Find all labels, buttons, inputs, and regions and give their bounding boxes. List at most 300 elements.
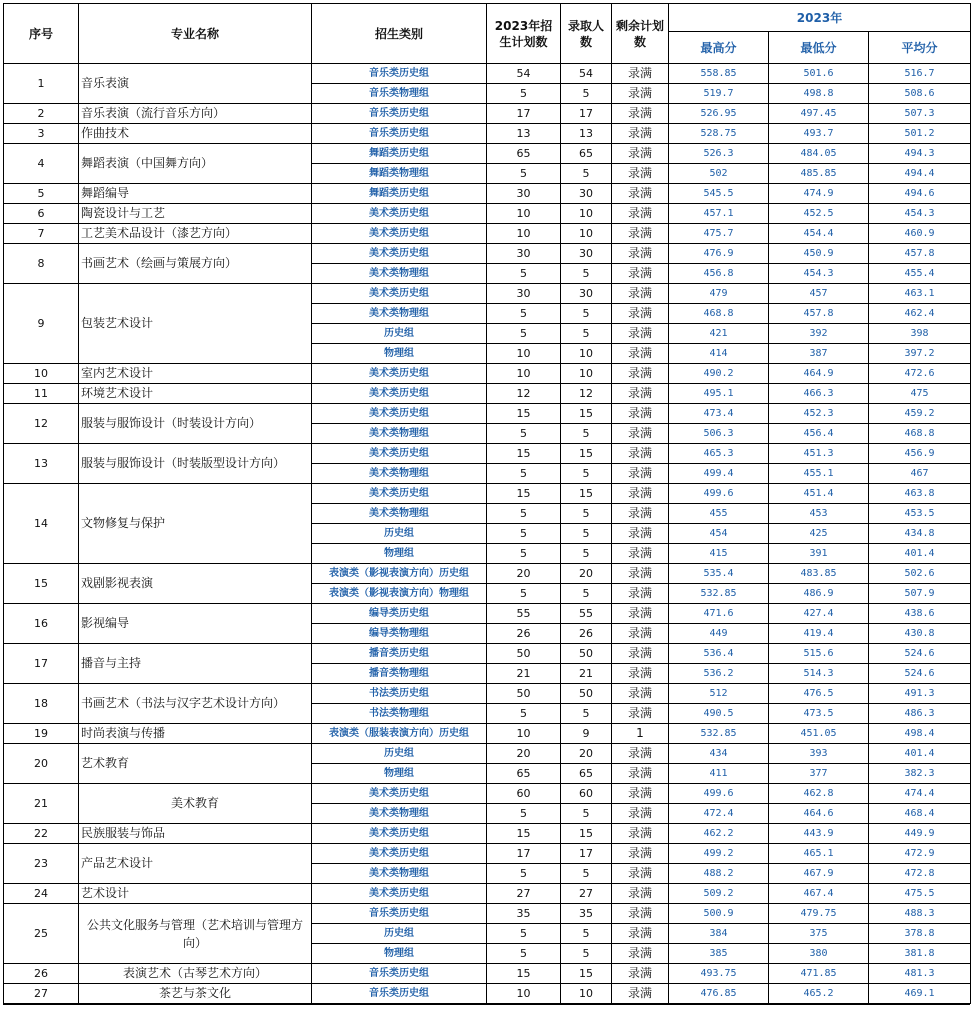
- category-cell: 美术类历史组: [312, 884, 487, 904]
- category-cell: 美术类历史组: [312, 404, 487, 424]
- remaining-cell: 录满: [612, 164, 669, 184]
- major-name-cell: 工艺美术品设计（漆艺方向）: [79, 224, 312, 244]
- header-remaining: 剩余计划数: [612, 4, 669, 64]
- category-cell: 编导类历史组: [312, 604, 487, 624]
- min-score-cell: 453: [769, 504, 869, 524]
- min-score-cell: 452.3: [769, 404, 869, 424]
- header-category: 招生类别: [312, 4, 487, 64]
- admitted-cell: 30: [561, 184, 612, 204]
- max-score-cell: 493.75: [669, 964, 769, 984]
- seq-cell: 22: [4, 824, 79, 844]
- avg-score-cell: 488.3: [869, 904, 971, 924]
- max-score-cell: 519.7: [669, 84, 769, 104]
- admitted-cell: 5: [561, 84, 612, 104]
- category-cell: 美术类历史组: [312, 484, 487, 504]
- plan-cell: 10: [487, 204, 561, 224]
- min-score-cell: 391: [769, 544, 869, 564]
- plan-cell: 5: [487, 524, 561, 544]
- min-score-cell: 493.7: [769, 124, 869, 144]
- seq-cell: 12: [4, 404, 79, 444]
- remaining-cell: 录满: [612, 324, 669, 344]
- admitted-cell: 20: [561, 744, 612, 764]
- category-cell: 美术类物理组: [312, 464, 487, 484]
- min-score-cell: 452.5: [769, 204, 869, 224]
- seq-cell: 11: [4, 384, 79, 404]
- category-cell: 音乐类历史组: [312, 64, 487, 84]
- admitted-cell: 30: [561, 244, 612, 264]
- remaining-cell: 录满: [612, 964, 669, 984]
- avg-score-cell: 401.4: [869, 744, 971, 764]
- category-cell: 历史组: [312, 324, 487, 344]
- min-score-cell: 387: [769, 344, 869, 364]
- major-name-cell: 环境艺术设计: [79, 384, 312, 404]
- plan-cell: 26: [487, 624, 561, 644]
- seq-cell: 16: [4, 604, 79, 644]
- plan-cell: 50: [487, 644, 561, 664]
- category-cell: 表演类（影视表演方向）物理组: [312, 584, 487, 604]
- seq-cell: 5: [4, 184, 79, 204]
- major-name-cell: 书画艺术（书法与汉字艺术设计方向）: [79, 684, 312, 724]
- admitted-cell: 10: [561, 224, 612, 244]
- seq-cell: 25: [4, 904, 79, 964]
- plan-cell: 5: [487, 84, 561, 104]
- min-score-cell: 465.1: [769, 844, 869, 864]
- avg-score-cell: 381.8: [869, 944, 971, 964]
- remaining-cell: 录满: [612, 844, 669, 864]
- min-score-cell: 479.75: [769, 904, 869, 924]
- seq-cell: 23: [4, 844, 79, 884]
- plan-cell: 55: [487, 604, 561, 624]
- max-score-cell: 545.5: [669, 184, 769, 204]
- table-row: [4, 604, 971, 624]
- plan-cell: 50: [487, 684, 561, 704]
- avg-score-cell: 468.8: [869, 424, 971, 444]
- min-score-cell: 467.4: [769, 884, 869, 904]
- avg-score-cell: 453.5: [869, 504, 971, 524]
- admitted-cell: 15: [561, 484, 612, 504]
- remaining-cell: 录满: [612, 304, 669, 324]
- remaining-cell: 录满: [612, 144, 669, 164]
- remaining-cell: 录满: [612, 764, 669, 784]
- category-cell: 音乐类历史组: [312, 984, 487, 1004]
- max-score-cell: 490.5: [669, 704, 769, 724]
- category-cell: 历史组: [312, 924, 487, 944]
- remaining-cell: 录满: [612, 184, 669, 204]
- avg-score-cell: 524.6: [869, 644, 971, 664]
- plan-cell: 5: [487, 464, 561, 484]
- avg-score-cell: 491.3: [869, 684, 971, 704]
- header-year-group: 2023年: [669, 4, 971, 32]
- admitted-cell: 10: [561, 364, 612, 384]
- admitted-cell: 5: [561, 424, 612, 444]
- avg-score-cell: 475.5: [869, 884, 971, 904]
- avg-score-cell: 454.3: [869, 204, 971, 224]
- admitted-cell: 65: [561, 144, 612, 164]
- min-score-cell: 471.85: [769, 964, 869, 984]
- admitted-cell: 5: [561, 324, 612, 344]
- category-cell: 舞蹈类物理组: [312, 164, 487, 184]
- avg-score-cell: 398: [869, 324, 971, 344]
- min-score-cell: 425: [769, 524, 869, 544]
- seq-cell: 6: [4, 204, 79, 224]
- max-score-cell: 499.4: [669, 464, 769, 484]
- min-score-cell: 474.9: [769, 184, 869, 204]
- table-row: [4, 104, 971, 124]
- max-score-cell: 462.2: [669, 824, 769, 844]
- remaining-cell: 录满: [612, 604, 669, 624]
- plan-cell: 5: [487, 324, 561, 344]
- min-score-cell: 451.4: [769, 484, 869, 504]
- table-row: [4, 284, 971, 304]
- max-score-cell: 471.6: [669, 604, 769, 624]
- min-score-cell: 456.4: [769, 424, 869, 444]
- table-row: [4, 964, 971, 984]
- table-row: [4, 124, 971, 144]
- max-score-cell: 476.9: [669, 244, 769, 264]
- avg-score-cell: 481.3: [869, 964, 971, 984]
- plan-cell: 54: [487, 64, 561, 84]
- remaining-cell: 录满: [612, 464, 669, 484]
- min-score-cell: 486.9: [769, 584, 869, 604]
- avg-score-cell: 449.9: [869, 824, 971, 844]
- table-row: [4, 744, 971, 764]
- admitted-cell: 5: [561, 924, 612, 944]
- max-score-cell: 499.6: [669, 484, 769, 504]
- admitted-cell: 27: [561, 884, 612, 904]
- max-score-cell: 536.2: [669, 664, 769, 684]
- table-row: [4, 684, 971, 704]
- seq-cell: 27: [4, 984, 79, 1004]
- seq-cell: 17: [4, 644, 79, 684]
- header-major: 专业名称: [79, 4, 312, 64]
- major-name-cell: 室内艺术设计: [79, 364, 312, 384]
- major-name-cell: 服装与服饰设计（时装版型设计方向）: [79, 444, 312, 484]
- table-row: [4, 984, 971, 1004]
- table-row: [4, 444, 971, 464]
- seq-cell: 1: [4, 64, 79, 104]
- avg-score-cell: 472.9: [869, 844, 971, 864]
- major-name-cell: 表演艺术（古琴艺术方向）: [79, 964, 312, 984]
- remaining-cell: 录满: [612, 684, 669, 704]
- remaining-cell: 录满: [612, 784, 669, 804]
- category-cell: 音乐类物理组: [312, 84, 487, 104]
- min-score-cell: 457: [769, 284, 869, 304]
- min-score-cell: 392: [769, 324, 869, 344]
- seq-cell: 9: [4, 284, 79, 364]
- plan-cell: 30: [487, 184, 561, 204]
- plan-cell: 30: [487, 244, 561, 264]
- admitted-cell: 5: [561, 464, 612, 484]
- plan-cell: 20: [487, 744, 561, 764]
- admitted-cell: 54: [561, 64, 612, 84]
- seq-cell: 15: [4, 564, 79, 604]
- plan-cell: 60: [487, 784, 561, 804]
- min-score-cell: 466.3: [769, 384, 869, 404]
- avg-score-cell: 434.8: [869, 524, 971, 544]
- min-score-cell: 380: [769, 944, 869, 964]
- admitted-cell: 5: [561, 544, 612, 564]
- category-cell: 美术类物理组: [312, 264, 487, 284]
- avg-score-cell: 472.8: [869, 864, 971, 884]
- seq-cell: 3: [4, 124, 79, 144]
- admitted-cell: 5: [561, 504, 612, 524]
- category-cell: 表演类（影视表演方向）历史组: [312, 564, 487, 584]
- table-row: [4, 844, 971, 864]
- admitted-cell: 5: [561, 164, 612, 184]
- major-name-cell: 艺术设计: [79, 884, 312, 904]
- table-row: [4, 784, 971, 804]
- admitted-cell: 65: [561, 764, 612, 784]
- avg-score-cell: 401.4: [869, 544, 971, 564]
- major-name-cell: 作曲技术: [79, 124, 312, 144]
- min-score-cell: 476.5: [769, 684, 869, 704]
- category-cell: 音乐类历史组: [312, 124, 487, 144]
- category-cell: 美术类物理组: [312, 804, 487, 824]
- plan-cell: 10: [487, 224, 561, 244]
- major-name-cell: 陶瓷设计与工艺: [79, 204, 312, 224]
- remaining-cell: 录满: [612, 264, 669, 284]
- category-cell: 舞蹈类历史组: [312, 184, 487, 204]
- table-row: [4, 724, 971, 744]
- admitted-cell: 30: [561, 284, 612, 304]
- table-row: [4, 824, 971, 844]
- category-cell: 书法类物理组: [312, 704, 487, 724]
- admitted-cell: 50: [561, 644, 612, 664]
- major-name-cell: 茶艺与茶文化: [79, 984, 312, 1004]
- max-score-cell: 499.2: [669, 844, 769, 864]
- min-score-cell: 483.85: [769, 564, 869, 584]
- avg-score-cell: 486.3: [869, 704, 971, 724]
- admitted-cell: 55: [561, 604, 612, 624]
- plan-cell: 15: [487, 484, 561, 504]
- avg-score-cell: 468.4: [869, 804, 971, 824]
- avg-score-cell: 501.2: [869, 124, 971, 144]
- avg-score-cell: 508.6: [869, 84, 971, 104]
- avg-score-cell: 507.3: [869, 104, 971, 124]
- plan-cell: 10: [487, 364, 561, 384]
- max-score-cell: 415: [669, 544, 769, 564]
- max-score-cell: 490.2: [669, 364, 769, 384]
- min-score-cell: 497.45: [769, 104, 869, 124]
- max-score-cell: 506.3: [669, 424, 769, 444]
- table-row: [4, 184, 971, 204]
- major-name-cell: 书画艺术（绘画与策展方向）: [79, 244, 312, 284]
- header-seq: 序号: [4, 4, 79, 64]
- major-name-cell: 音乐表演: [79, 64, 312, 104]
- table-row: [4, 64, 971, 84]
- max-score-cell: 434: [669, 744, 769, 764]
- table-row: [4, 224, 971, 244]
- avg-score-cell: 463.1: [869, 284, 971, 304]
- min-score-cell: 498.8: [769, 84, 869, 104]
- remaining-cell: 录满: [612, 584, 669, 604]
- min-score-cell: 485.85: [769, 164, 869, 184]
- admitted-cell: 15: [561, 824, 612, 844]
- max-score-cell: 528.75: [669, 124, 769, 144]
- max-score-cell: 468.8: [669, 304, 769, 324]
- avg-score-cell: 455.4: [869, 264, 971, 284]
- admitted-cell: 12: [561, 384, 612, 404]
- major-name-cell: 播音与主持: [79, 644, 312, 684]
- remaining-cell: 1: [612, 724, 669, 744]
- plan-cell: 35: [487, 904, 561, 924]
- table-row: [4, 404, 971, 424]
- max-score-cell: 495.1: [669, 384, 769, 404]
- admitted-cell: 5: [561, 584, 612, 604]
- major-name-cell: 产品艺术设计: [79, 844, 312, 884]
- table-row: [4, 884, 971, 904]
- plan-cell: 13: [487, 124, 561, 144]
- max-score-cell: 499.6: [669, 784, 769, 804]
- major-name-cell: 影视编导: [79, 604, 312, 644]
- avg-score-cell: 507.9: [869, 584, 971, 604]
- avg-score-cell: 469.1: [869, 984, 971, 1004]
- min-score-cell: 484.05: [769, 144, 869, 164]
- admitted-cell: 35: [561, 904, 612, 924]
- remaining-cell: 录满: [612, 424, 669, 444]
- avg-score-cell: 474.4: [869, 784, 971, 804]
- remaining-cell: 录满: [612, 504, 669, 524]
- admitted-cell: 5: [561, 804, 612, 824]
- category-cell: 美术类历史组: [312, 284, 487, 304]
- major-name-cell: 时尚表演与传播: [79, 724, 312, 744]
- admitted-cell: 50: [561, 684, 612, 704]
- avg-score-cell: 430.8: [869, 624, 971, 644]
- major-name-cell: 舞蹈编导: [79, 184, 312, 204]
- min-score-cell: 375: [769, 924, 869, 944]
- category-cell: 美术类历史组: [312, 444, 487, 464]
- category-cell: 美术类物理组: [312, 424, 487, 444]
- max-score-cell: 532.85: [669, 584, 769, 604]
- max-score-cell: 454: [669, 524, 769, 544]
- max-score-cell: 512: [669, 684, 769, 704]
- avg-score-cell: 397.2: [869, 344, 971, 364]
- seq-cell: 4: [4, 144, 79, 184]
- remaining-cell: 录满: [612, 704, 669, 724]
- admitted-cell: 5: [561, 264, 612, 284]
- admitted-cell: 21: [561, 664, 612, 684]
- table-row: [4, 904, 971, 924]
- max-score-cell: 509.2: [669, 884, 769, 904]
- min-score-cell: 419.4: [769, 624, 869, 644]
- plan-cell: 10: [487, 984, 561, 1004]
- avg-score-cell: 463.8: [869, 484, 971, 504]
- min-score-cell: 467.9: [769, 864, 869, 884]
- seq-cell: 10: [4, 364, 79, 384]
- remaining-cell: 录满: [612, 884, 669, 904]
- header-max: 最高分: [669, 32, 769, 64]
- remaining-cell: 录满: [612, 124, 669, 144]
- seq-cell: 20: [4, 744, 79, 784]
- major-name-cell: 艺术教育: [79, 744, 312, 784]
- max-score-cell: 532.85: [669, 724, 769, 744]
- min-score-cell: 457.8: [769, 304, 869, 324]
- table-row: [4, 204, 971, 224]
- min-score-cell: 377: [769, 764, 869, 784]
- max-score-cell: 456.8: [669, 264, 769, 284]
- header-plan: 2023年招生计划数: [487, 4, 561, 64]
- avg-score-cell: 498.4: [869, 724, 971, 744]
- category-cell: 美术类历史组: [312, 224, 487, 244]
- category-cell: 美术类物理组: [312, 304, 487, 324]
- seq-cell: 2: [4, 104, 79, 124]
- remaining-cell: 录满: [612, 924, 669, 944]
- avg-score-cell: 475: [869, 384, 971, 404]
- max-score-cell: 488.2: [669, 864, 769, 884]
- plan-cell: 12: [487, 384, 561, 404]
- major-name-cell: 音乐表演（流行音乐方向）: [79, 104, 312, 124]
- plan-cell: 17: [487, 104, 561, 124]
- remaining-cell: 录满: [612, 404, 669, 424]
- seq-cell: 21: [4, 784, 79, 824]
- category-cell: 音乐类历史组: [312, 904, 487, 924]
- table-row: [4, 144, 971, 164]
- remaining-cell: 录满: [612, 64, 669, 84]
- admitted-cell: 10: [561, 984, 612, 1004]
- min-score-cell: 454.3: [769, 264, 869, 284]
- plan-cell: 27: [487, 884, 561, 904]
- admitted-cell: 5: [561, 864, 612, 884]
- category-cell: 物理组: [312, 344, 487, 364]
- table-body: [4, 64, 971, 1004]
- seq-cell: 26: [4, 964, 79, 984]
- avg-score-cell: 516.7: [869, 64, 971, 84]
- admitted-cell: 5: [561, 304, 612, 324]
- plan-cell: 21: [487, 664, 561, 684]
- min-score-cell: 443.9: [769, 824, 869, 844]
- plan-cell: 65: [487, 144, 561, 164]
- min-score-cell: 514.3: [769, 664, 869, 684]
- avg-score-cell: 459.2: [869, 404, 971, 424]
- remaining-cell: 录满: [612, 904, 669, 924]
- avg-score-cell: 494.4: [869, 164, 971, 184]
- category-cell: 编导类物理组: [312, 624, 487, 644]
- avg-score-cell: 462.4: [869, 304, 971, 324]
- avg-score-cell: 438.6: [869, 604, 971, 624]
- max-score-cell: 526.95: [669, 104, 769, 124]
- avg-score-cell: 524.6: [869, 664, 971, 684]
- admitted-cell: 15: [561, 444, 612, 464]
- remaining-cell: 录满: [612, 824, 669, 844]
- category-cell: 音乐类历史组: [312, 964, 487, 984]
- header-min: 最低分: [769, 32, 869, 64]
- major-name-cell: 服装与服饰设计（时装设计方向）: [79, 404, 312, 444]
- header-admitted: 录取人数: [561, 4, 612, 64]
- admitted-cell: 60: [561, 784, 612, 804]
- category-cell: 物理组: [312, 544, 487, 564]
- category-cell: 历史组: [312, 744, 487, 764]
- major-name-cell: 舞蹈表演（中国舞方向）: [79, 144, 312, 184]
- remaining-cell: 录满: [612, 624, 669, 644]
- remaining-cell: 录满: [612, 344, 669, 364]
- plan-cell: 15: [487, 824, 561, 844]
- max-score-cell: 558.85: [669, 64, 769, 84]
- min-score-cell: 473.5: [769, 704, 869, 724]
- table-row: [4, 364, 971, 384]
- remaining-cell: 录满: [612, 244, 669, 264]
- plan-cell: 30: [487, 284, 561, 304]
- seq-cell: 14: [4, 484, 79, 564]
- bottom-border: [3, 1004, 970, 1005]
- admitted-cell: 10: [561, 204, 612, 224]
- category-cell: 书法类历史组: [312, 684, 487, 704]
- max-score-cell: 414: [669, 344, 769, 364]
- min-score-cell: 465.2: [769, 984, 869, 1004]
- remaining-cell: 录满: [612, 864, 669, 884]
- plan-cell: 5: [487, 164, 561, 184]
- min-score-cell: 464.6: [769, 804, 869, 824]
- category-cell: 物理组: [312, 764, 487, 784]
